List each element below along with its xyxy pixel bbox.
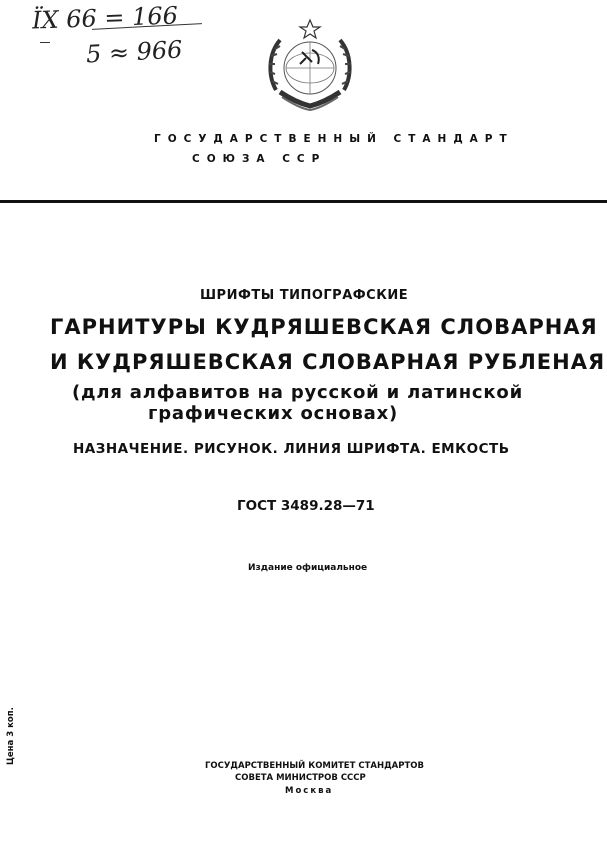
handwritten-note-1: ЇХ 66 = 166 — [31, 1, 179, 35]
document-scope: НАЗНАЧЕНИЕ. РИСУНОК. ЛИНИЯ ШРИФТА. ЕМКОСТЬ — [73, 441, 510, 457]
price-label: Цена 3 коп. — [6, 707, 16, 765]
title-note-line2: графических основах) — [148, 403, 399, 424]
main-title-line1: ГАРНИТУРЫ КУДРЯШЕВСКАЯ СЛОВАРНАЯ — [50, 315, 598, 339]
publisher-city: Москва — [285, 786, 334, 796]
horizontal-rule — [0, 200, 607, 203]
publisher-line1: ГОСУДАРСТВЕННЫЙ КОМИТЕТ СТАНДАРТОВ — [205, 761, 424, 771]
standard-header-line2: СОЮЗА ССР — [192, 153, 327, 165]
title-note-line1: (для алфавитов на русской и латинской — [72, 382, 523, 403]
main-title-line2: И КУДРЯШЕВСКАЯ СЛОВАРНАЯ РУБЛЕНАЯ — [50, 350, 606, 374]
document-subject: ШРИФТЫ ТИПОГРАФСКИЕ — [200, 288, 409, 303]
edition-label: Издание официальное — [248, 563, 368, 573]
gost-number: ГОСТ 3489.28—71 — [237, 498, 375, 514]
standard-header-line1: ГОСУДАРСТВЕННЫЙ СТАНДАРТ — [154, 133, 514, 145]
handwritten-dash — [40, 42, 50, 43]
publisher-line2: СОВЕТА МИНИСТРОВ СССР — [235, 773, 366, 783]
ussr-coat-of-arms-icon — [262, 18, 358, 114]
handwritten-note-2: 5 ≈ 966 — [85, 35, 184, 69]
